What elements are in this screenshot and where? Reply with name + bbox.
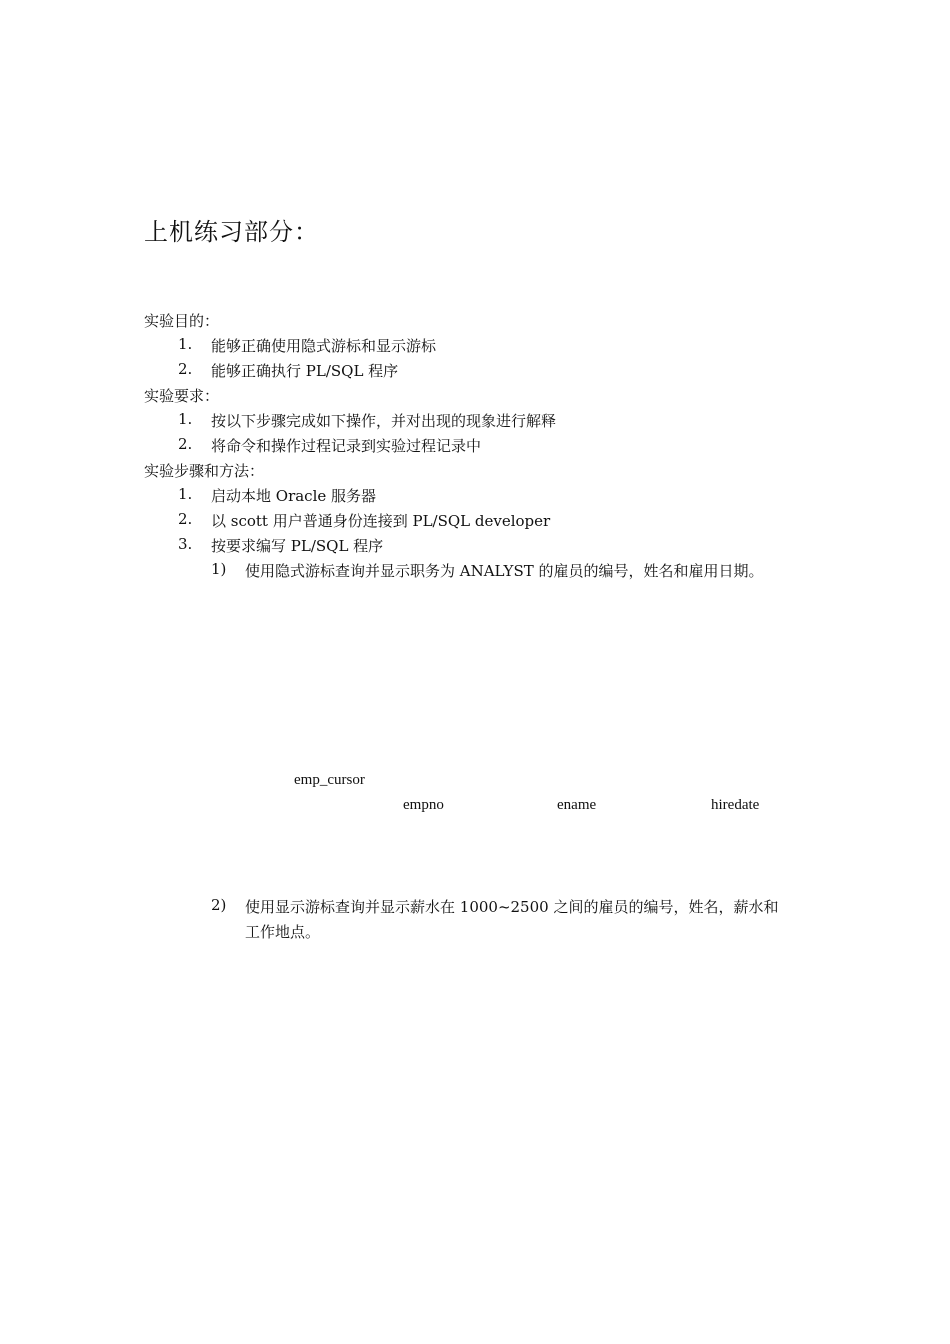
list-item-number: 2.: [178, 510, 193, 528]
section-heading-requirements: 实验要求：: [144, 387, 220, 405]
list-item-number: 3.: [178, 535, 193, 553]
list-item-number: 1.: [178, 485, 193, 503]
list-item: 能够正确执行 PL/SQL 程序: [211, 362, 399, 380]
column-label-ename: ename: [557, 797, 597, 813]
list-item: 以 scott 用户普通身份连接到 PL/SQL developer: [211, 512, 551, 530]
section-heading-steps: 实验步骤和方法：: [144, 462, 265, 480]
page-title: 上机练习部分：: [144, 218, 319, 246]
list-item: 按以下步骤完成如下操作，并对出现的现象进行解释: [211, 412, 557, 430]
cursor-name: emp_cursor: [294, 772, 365, 788]
list-item: 将命令和操作过程记录到实验过程记录中: [211, 437, 482, 455]
column-label-hiredate: hiredate: [711, 797, 760, 813]
column-label-empno: empno: [403, 797, 444, 813]
task-number: 2): [211, 896, 227, 914]
task-text: 使用显示游标查询并显示薪水在 1000~2500 之间的雇员的编号，姓名，薪水和: [245, 898, 779, 916]
task-text: 使用隐式游标查询并显示职务为 ANALYST 的雇员的编号，姓名和雇用日期。: [245, 562, 764, 580]
task-number: 1): [211, 560, 227, 578]
list-item-number: 2.: [178, 435, 193, 453]
list-item: 能够正确使用隐式游标和显示游标: [211, 337, 437, 355]
list-item: 按要求编写 PL/SQL 程序: [211, 537, 384, 555]
list-item-number: 1.: [178, 410, 193, 428]
task-text-continued: 工作地点。: [245, 923, 321, 941]
list-item-number: 1.: [178, 335, 193, 353]
list-item-number: 2.: [178, 360, 193, 378]
list-item: 启动本地 Oracle 服务器: [211, 487, 377, 505]
section-heading-purpose: 实验目的：: [144, 312, 220, 330]
